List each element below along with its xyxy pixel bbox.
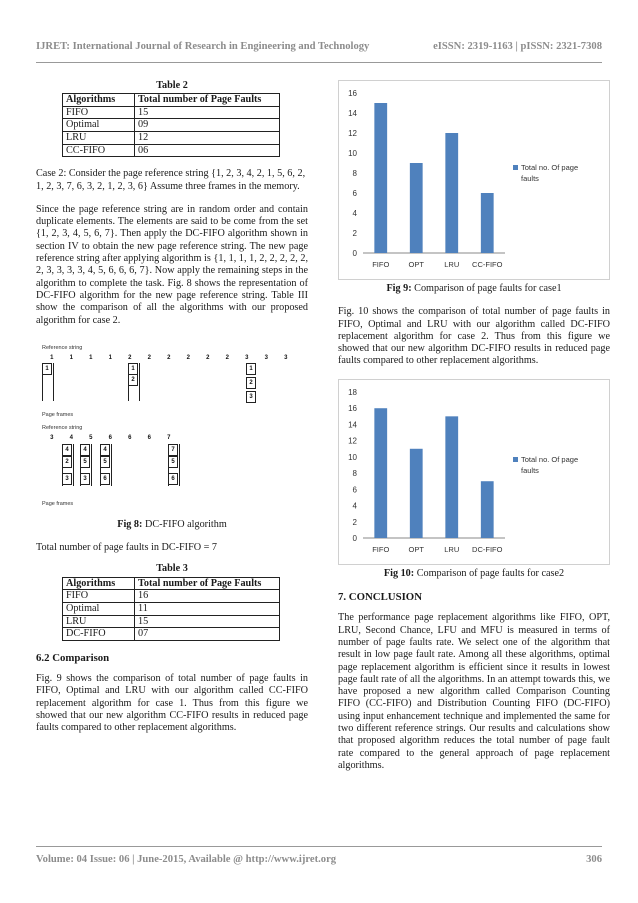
bar xyxy=(481,193,494,253)
y-tick-label: 18 xyxy=(348,387,357,397)
ref-value: 6 xyxy=(147,434,151,441)
fig10-paragraph: Fig. 10 shows the comparison of total number of page faults in FIFO, Optimal and LRU with our algorithm called DC-FIFO replacement algorithm for case 2. Thus from this figure we showed that our new algorithm DC-FIFO results in reduced page faults compared to other replacement algorithms. xyxy=(338,306,610,367)
ref-value: 2 xyxy=(225,354,229,361)
footer-volume: Volume: 04 Issue: 06 | June-2015, Available @ http://www.ijret.org xyxy=(36,854,337,865)
page-footer xyxy=(36,854,602,865)
bar xyxy=(374,408,387,538)
bar xyxy=(410,449,423,538)
page-frames-label-2: Page frames xyxy=(42,500,74,507)
footer-link[interactable]: http://www.ijret.org xyxy=(245,854,337,865)
legend-label: Total no. Of page xyxy=(521,163,579,172)
ref-value: 2 xyxy=(128,354,132,361)
ref-value: 7 xyxy=(167,434,171,441)
table-header: Total number of Page Faults xyxy=(135,94,280,107)
footer-rule xyxy=(36,846,602,847)
fig10-chart xyxy=(338,379,610,565)
left-column xyxy=(36,80,308,745)
table-row: DC-FIFO 07 xyxy=(63,628,280,641)
y-tick-label: 0 xyxy=(352,533,357,543)
bar xyxy=(410,163,423,253)
section-6-2-heading: 6.2 Comparison xyxy=(36,651,110,664)
bar xyxy=(445,416,458,538)
table-row: LRU 12 xyxy=(63,132,280,145)
table-row: Optimal 09 xyxy=(63,119,280,132)
y-tick-label: 16 xyxy=(348,404,357,414)
ref-value: 1 xyxy=(69,354,73,361)
frame-cell: 1 xyxy=(128,363,138,375)
fig10-svg xyxy=(339,380,609,564)
ref-value: 6 xyxy=(128,434,132,441)
ref-value: 5 xyxy=(89,434,93,441)
bar xyxy=(481,481,494,538)
y-tick-label: 4 xyxy=(352,209,357,218)
fig9-chart xyxy=(338,80,610,280)
legend-label: faults xyxy=(521,174,539,183)
y-tick-label: 8 xyxy=(352,468,357,478)
legend-swatch xyxy=(513,165,518,170)
journal-title: IJRET: International Journal of Research in Engineering and Technology xyxy=(36,41,370,52)
x-tick-label: OPT xyxy=(408,260,424,269)
issn: eISSN: 2319-1163 | pISSN: 2321-7308 xyxy=(433,41,602,52)
y-tick-label: 6 xyxy=(352,485,357,495)
frame-cell: 2 xyxy=(246,377,256,389)
x-tick-label: FIFO xyxy=(372,544,390,554)
y-tick-label: 12 xyxy=(348,436,357,446)
table-header: Total number of Page Faults xyxy=(135,577,280,590)
page-frames-label: Page frames xyxy=(42,411,74,418)
ref-value: 2 xyxy=(206,354,210,361)
bar xyxy=(374,103,387,253)
ref-value: 3 xyxy=(284,354,288,361)
y-tick-label: 14 xyxy=(348,420,357,430)
x-tick-label: LRU xyxy=(444,260,460,269)
frame-cell: 1 xyxy=(246,363,256,375)
y-tick-label: 2 xyxy=(352,229,357,238)
fig8-diagram: Reference string 1 1 1 1 2 2 2 2 2 2 3 3 3 1 1 2 1 2 3 Page frames Reference string 3 4 5 6 6 6 7 4 2 3 4 5 3 4 5 6 7 5 6 Page frames xyxy=(36,336,308,516)
ref-value: 1 xyxy=(108,354,112,361)
y-tick-label: 4 xyxy=(352,501,357,511)
y-tick-label: 8 xyxy=(352,169,357,178)
page-header xyxy=(36,41,602,52)
faults-line: Total number of page faults in DC-FIFO = 7 xyxy=(36,542,218,554)
table-row: FIFO 15 xyxy=(63,106,280,119)
conclusion-body: The performance page replacement algorithms like FIFO, OPT, LRU, Second Chance, LFU and MFU is measured in terms of number of page faults rate. We select one of the algorithm that result in low page fault rate. Among all these algorithms, optimal page replacement algorithm is efficient since it results in lowest page fault rate of all the algorithms. In an attempt towards this, we have proposed a new algorithm called Comparison Counting FIFO (CC-FIFO) and Distribution Counting FIFO (DC-FIFO) using input enhancement technique and implemented the same for two different reference strings. Our results and calculations show that proposed algorithm reduces the total number of page fault rate compared to the general approach of page replacement algorithms. xyxy=(338,612,610,771)
ref-value: 2 xyxy=(186,354,190,361)
y-tick-label: 10 xyxy=(348,149,357,158)
fig10-caption: Fig 10: Comparison of page faults for case2 xyxy=(383,567,565,579)
fig9-svg xyxy=(339,81,609,279)
table3 xyxy=(62,577,280,641)
ref-value: 3 xyxy=(50,434,54,441)
y-tick-label: 6 xyxy=(352,189,357,198)
table2-title: Table 2 xyxy=(156,80,188,91)
fig8-caption: Fig 8: DC-FIFO algorithm xyxy=(117,518,227,530)
ref-row-2 xyxy=(42,432,179,444)
table-header: Algorithms xyxy=(63,94,135,107)
conclusion-heading: 7. CONCLUSION xyxy=(338,591,422,604)
legend-label: faults xyxy=(521,465,539,475)
case2-intro: Case 2: Consider the page reference string {1, 2, 3, 4, 2, 1, 5, 6, 2, 1, 2, 3, 7, 6, 3, 2, 1, 2, 3, 6} Assume three frames in the memory. xyxy=(36,168,306,192)
ref-value: 2 xyxy=(147,354,151,361)
ref-value: 1 xyxy=(89,354,93,361)
table-header: Algorithms xyxy=(63,577,135,590)
table3-title: Table 3 xyxy=(156,563,188,575)
table-row: CC-FIFO 06 xyxy=(63,144,280,157)
ref-value: 3 xyxy=(245,354,249,361)
legend-label: Total no. Of page xyxy=(521,454,579,464)
ref-value: 1 xyxy=(50,354,54,361)
header-rule xyxy=(36,62,602,63)
y-tick-label: 10 xyxy=(348,452,357,462)
ref-value: 6 xyxy=(108,434,112,441)
y-tick-label: 12 xyxy=(348,129,357,138)
frame-cell: 1 xyxy=(42,363,52,375)
x-tick-label: LRU xyxy=(444,544,460,554)
bar xyxy=(445,133,458,253)
frame-cell: 3 xyxy=(246,391,256,403)
y-tick-label: 2 xyxy=(352,517,357,527)
ref-string-label-2: Reference string xyxy=(42,424,83,431)
x-tick-label: OPT xyxy=(408,544,424,554)
y-tick-label: 14 xyxy=(348,109,357,118)
ref-value: 2 xyxy=(167,354,171,361)
table-row: LRU 15 xyxy=(63,615,280,628)
table-row: FIFO 16 xyxy=(63,590,280,603)
table-row: Optimal 11 xyxy=(63,602,280,615)
case2-body: Since the page reference string are in random order and contain duplicate elements. The elements are said to be come from the set {1, 2, 3, 4, 5, 6, 7}. Then apply the DC-FIFO algorithm shown in section IV to obtain the new page reference string. The new page reference string after applying algorithm is {1, 1, 1, 1, 2, 2, 2, 2, 2, 2, 3, 3, 3, 3, 4, 5, 6, 6, 6, 7}. Now apply the remaining steps in the algorithm to complete the task. Fig. 8 shows the representation of DC-FIFO algorithm for the new page reference string. Table III show the comparison of all the algorithms with our proposed algorithm for case 2. xyxy=(36,203,308,326)
ref-value: 4 xyxy=(69,434,73,441)
fig9-caption: Fig 9: Comparison of page faults for case1 xyxy=(386,283,562,294)
frame-cell: 2 xyxy=(128,374,138,386)
legend-swatch xyxy=(513,457,518,462)
x-tick-label: DC-FIFO xyxy=(472,544,503,554)
ref-row-1 xyxy=(42,352,296,364)
x-tick-label: FIFO xyxy=(372,260,390,269)
ref-string-label: Reference string xyxy=(42,344,83,351)
right-column xyxy=(338,80,610,783)
y-tick-label: 0 xyxy=(352,249,357,258)
section-6-2-body: Fig. 9 shows the comparison of total number of page faults in FIFO, Optimal and LRU with our algorithm called CC-FIFO replacement algorithm for case 1. Thus from this figure we showed that our new algorithm CC-FIFO results in reduced page faults compared to other replacement algorithms. xyxy=(36,672,308,734)
ref-value: 3 xyxy=(264,354,268,361)
y-tick-label: 16 xyxy=(348,89,357,98)
page-number: 306 xyxy=(586,854,602,865)
table2 xyxy=(62,93,280,157)
x-tick-label: CC-FIFO xyxy=(472,260,503,269)
